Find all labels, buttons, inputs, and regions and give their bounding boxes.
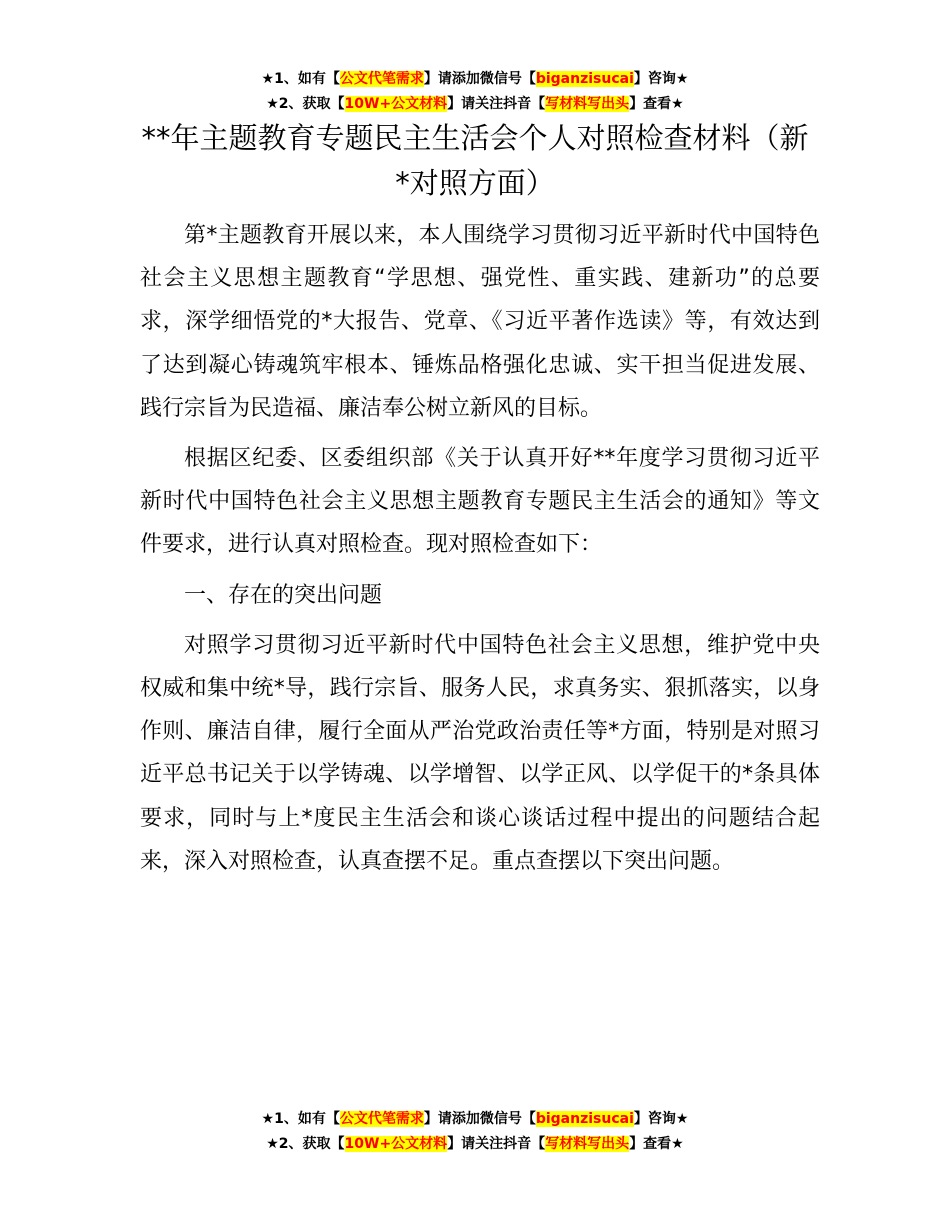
banner-text: 】咨询★: [633, 1111, 689, 1127]
banner-text: ★1、如有【: [261, 1111, 340, 1127]
body-paragraph: 根据区纪委、区委组织部《关于认真开好**年度学习贯彻习近平新时代中国特色社会主义思想主题教育专题民主生活会的通知》等文件要求，进行认真对照检查。现对照检查如下：: [140, 446, 820, 558]
section-heading: 一、存在的突出问题: [184, 582, 383, 608]
body-paragraph: 第*主题教育开展以来，本人围绕学习贯彻习近平新时代中国特色社会主义思想主题教育“学思想、强党性、重实践、建新功”的总要求，深学细悟党的*大报告、党章、《习近平著作选读》等，有效达到了达到凝心铸魂筑牢根本、锤炼品格强化忠诚、实干担当促进发展、践行宗旨为民造福、廉洁奉公树立新风的目标。: [140, 223, 820, 421]
banner-text: 】请添加微信号【: [423, 1111, 536, 1127]
header-banner: [0, 67, 950, 117]
banner-text: ★1、如有【: [261, 71, 340, 87]
banner-line-2: [0, 92, 950, 117]
banner-text: 】请关注抖音【: [447, 1136, 546, 1152]
document-body: [140, 214, 820, 890]
banner-highlight: 写材料写出头: [545, 96, 630, 112]
banner-text: 】请关注抖音【: [447, 96, 546, 112]
banner-text: 】查看★: [629, 96, 684, 112]
banner-highlight: 10W+公文材料: [344, 1136, 448, 1152]
body-paragraph: 对照学习贯彻习近平新时代中国特色社会主义思想，维护党中央权威和集中统*导，践行宗旨、服务人民，求真务实、狠抓落实，以身作则、廉洁自律，履行全面从严治党政治责任等*方面，特别是对照习近平总书记关于以学铸魂、以学增智、以学正风、以学促干的*条具体要求，同时与上*度民主生活会和谈心谈话过程中提出的问题结合起来，深入对照检查，认真查摆不足。重点查摆以下突出问题。: [140, 632, 820, 874]
banner-text: ★2、获取【: [266, 96, 345, 112]
banner-line-2: [0, 1132, 950, 1157]
banner-highlight: 10W+公文材料: [344, 96, 448, 112]
document-title: **年主题教育专题民主生活会个人对照检查材料（新*对照方面）: [141, 121, 809, 200]
banner-highlight: 写材料写出头: [545, 1136, 630, 1152]
banner-highlight: 公文代笔需求: [339, 71, 424, 87]
banner-highlight: biganzisucai: [535, 71, 634, 87]
banner-text: ★2、获取【: [266, 1136, 345, 1152]
banner-highlight: biganzisucai: [535, 1111, 634, 1127]
banner-line-1: [0, 67, 950, 92]
footer-banner: [0, 1107, 950, 1157]
banner-highlight: 公文代笔需求: [339, 1111, 424, 1127]
banner-line-1: [0, 1107, 950, 1132]
banner-text: 】请添加微信号【: [423, 71, 536, 87]
banner-text: 】查看★: [629, 1136, 684, 1152]
banner-text: 】咨询★: [633, 71, 689, 87]
